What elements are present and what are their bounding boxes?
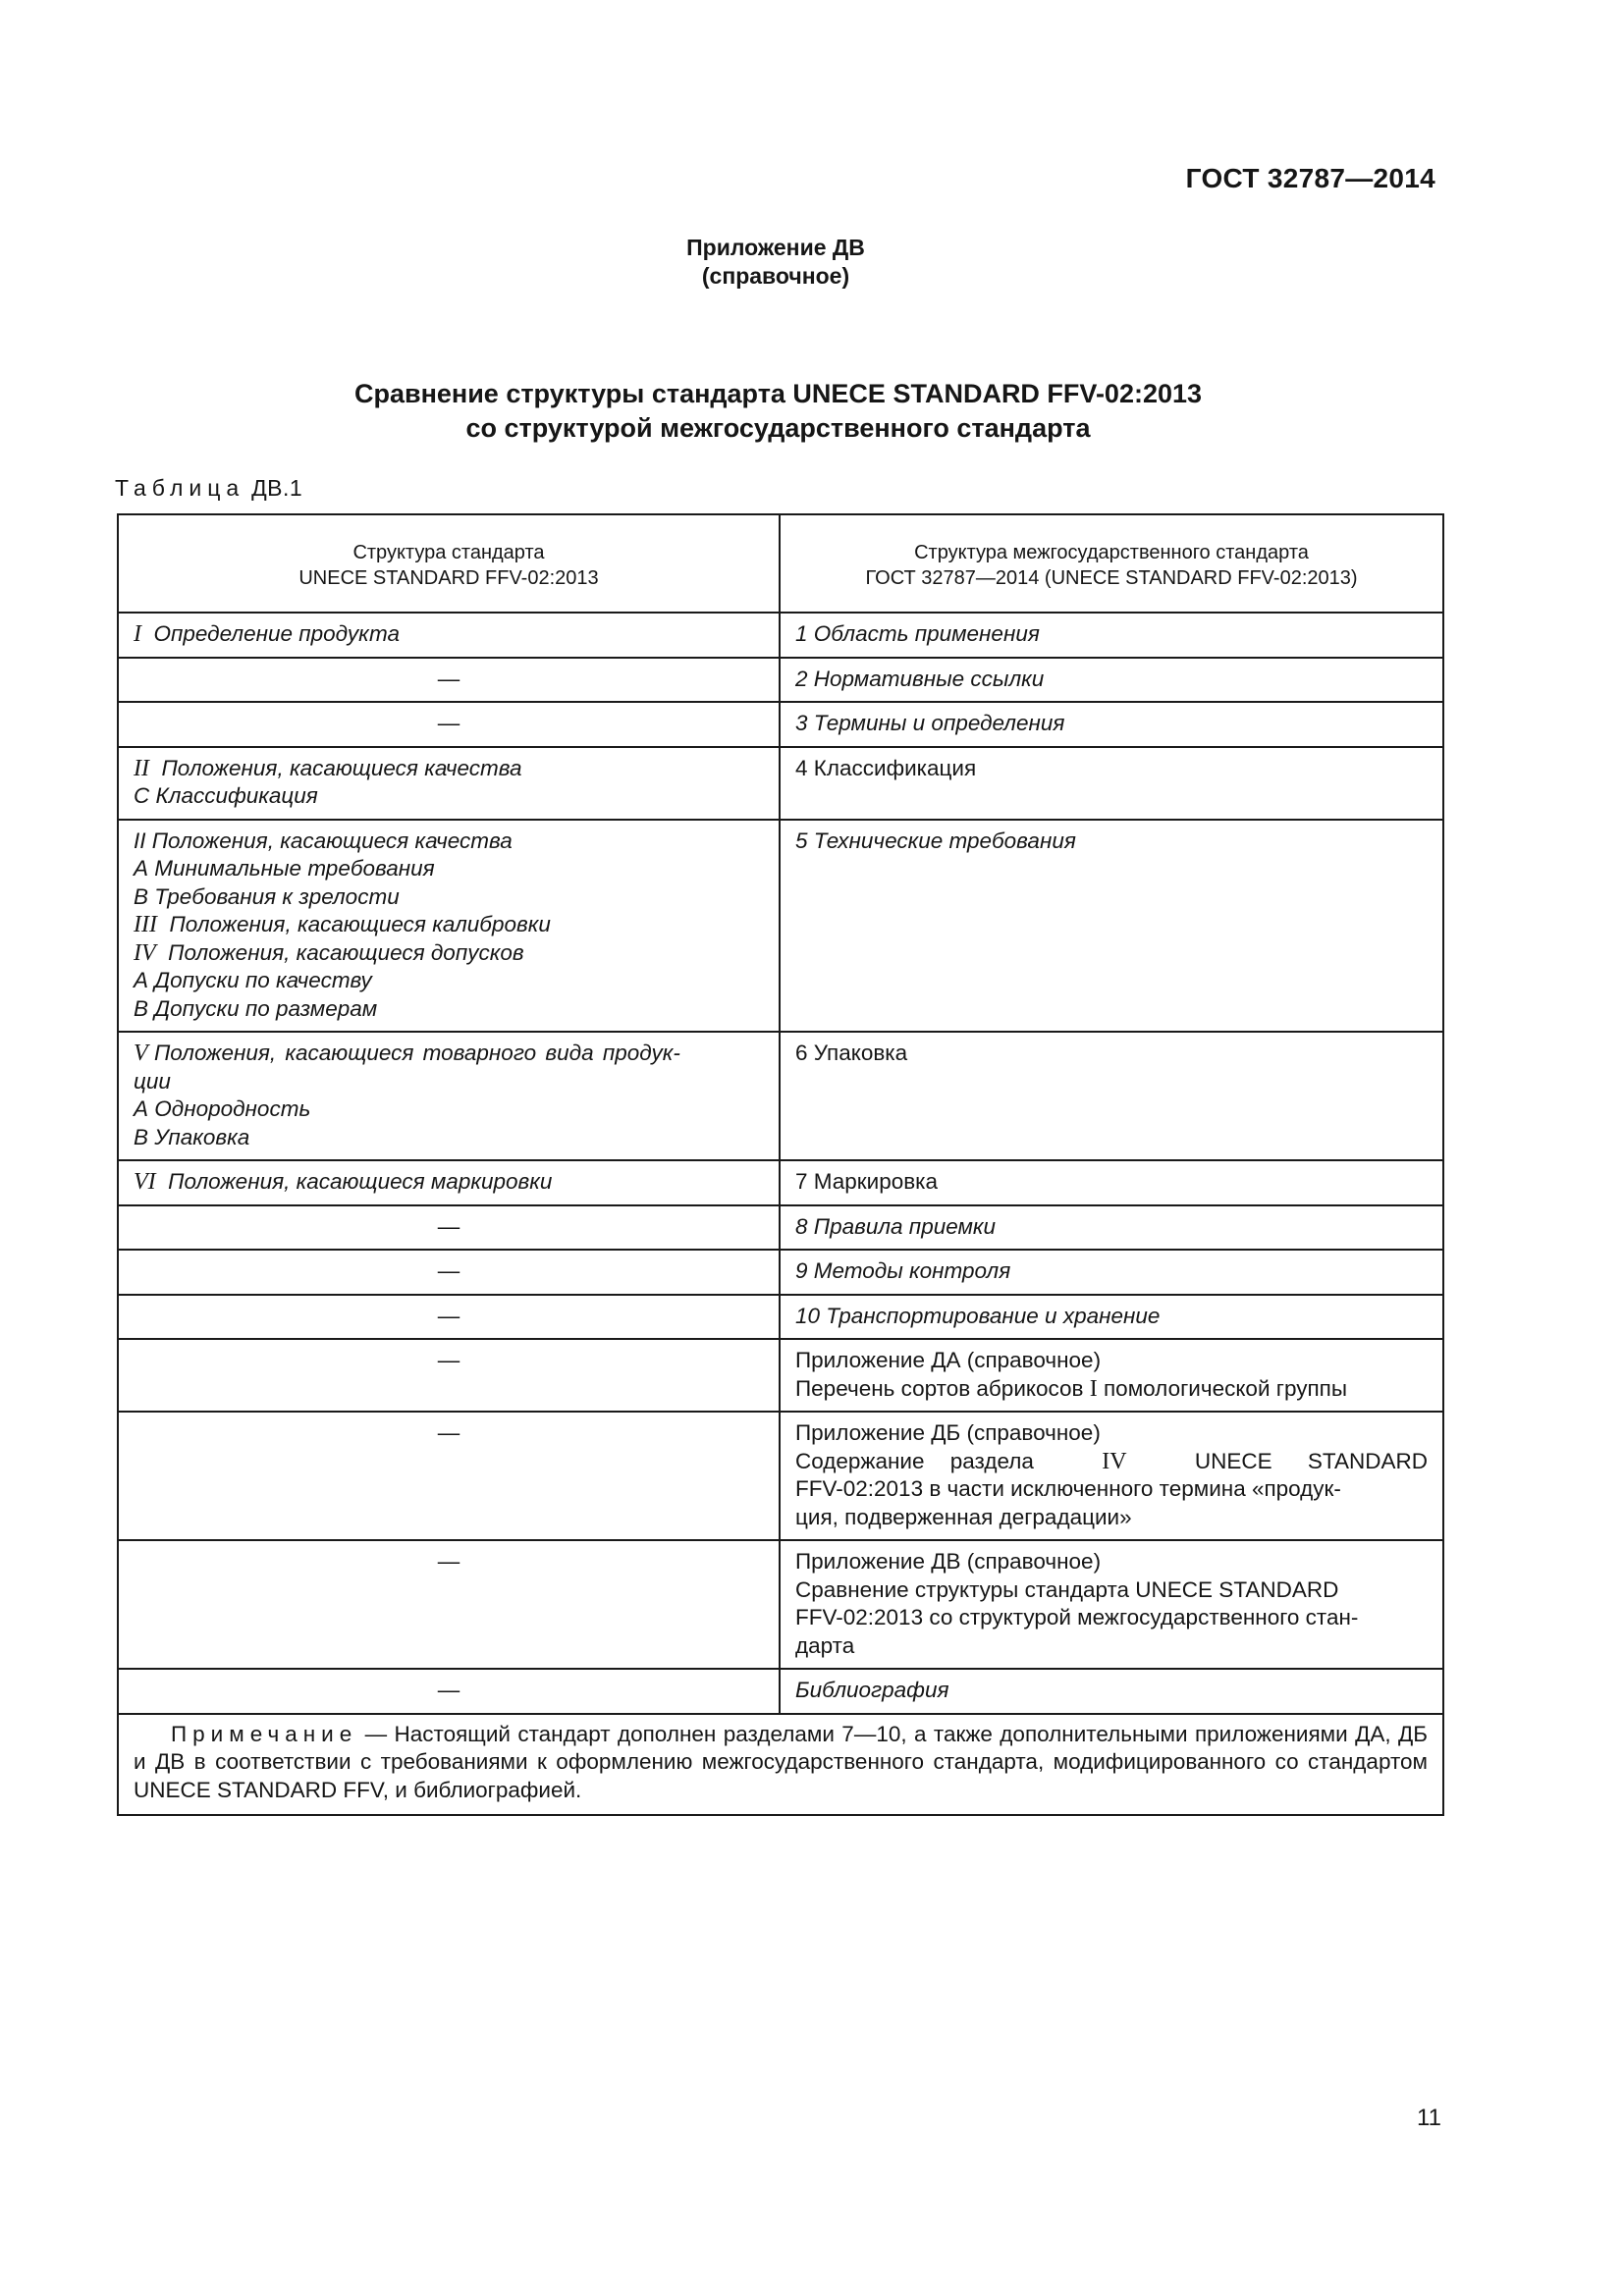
roman-numeral: V bbox=[134, 1041, 148, 1066]
table-cell-right bbox=[780, 1339, 1443, 1412]
table-cell-left: — bbox=[118, 1295, 780, 1340]
table-caption bbox=[115, 475, 302, 502]
document-title-line-2: со структурой межгосударственного стандарта bbox=[465, 413, 1091, 443]
header-left-line-1: Структура стандарта bbox=[352, 541, 545, 563]
table-cell-left: — bbox=[118, 1412, 780, 1540]
cell-text: А Минимальные требования bbox=[134, 856, 435, 881]
cell-text: Сравнение структуры стандарта UNECE STANDARD bbox=[795, 1576, 1339, 1602]
cell-text: А Допуски по качеству bbox=[134, 968, 372, 992]
cell-text: Положения, касающиеся маркировки bbox=[168, 1169, 553, 1194]
table-cell-left bbox=[118, 613, 780, 658]
table-cell-right bbox=[780, 1540, 1443, 1669]
table-row bbox=[118, 1032, 1443, 1160]
table-cell-right: 8 Правила приемки bbox=[780, 1205, 1443, 1251]
cell-text: Приложение ДБ (справочное) bbox=[795, 1420, 1101, 1445]
table-cell-right: 7 Маркировка bbox=[780, 1160, 1443, 1205]
cell-text: В Допуски по размерам bbox=[134, 995, 378, 1021]
table-cell-left: — bbox=[118, 1339, 780, 1412]
header-right-line-1: Структура межгосударственного стандарта bbox=[914, 541, 1309, 563]
table-row bbox=[118, 1295, 1443, 1340]
table-cell-right: 5 Технические требования bbox=[780, 820, 1443, 1033]
table-cell-right: 10 Транспортирование и хранение bbox=[780, 1295, 1443, 1340]
roman-numeral: I bbox=[134, 621, 141, 647]
cell-text: FFV-02:2013 со структурой межгосударственного стан- bbox=[795, 1605, 1359, 1629]
cell-text: А Однородность bbox=[134, 1096, 311, 1121]
table-cell-left bbox=[118, 1160, 780, 1205]
table-caption-number: ДВ.1 bbox=[251, 475, 303, 501]
table-row bbox=[118, 1160, 1443, 1205]
roman-numeral: I bbox=[1089, 1375, 1098, 1402]
note-text: — Настоящий стандарт дополнен разделами 7—10, а также дополнительными приложениями ДА, ДБ и ДВ в соответствии с требованиями к оформлению межгосударственного стандарта, модифицированного со стандартом UNECE STANDARD FFV, и библиографией. bbox=[134, 1721, 1428, 1802]
table-row bbox=[118, 1540, 1443, 1669]
cell-text: ции bbox=[134, 1068, 171, 1094]
header-left-line-2: UNECE STANDARD FFV-02:2013 bbox=[298, 566, 599, 589]
table-cell-left bbox=[118, 1032, 780, 1160]
table-row bbox=[118, 820, 1443, 1033]
table-cell-right: 6 Упаковка bbox=[780, 1032, 1443, 1160]
roman-numeral: II bbox=[134, 755, 149, 781]
table-cell-left: — bbox=[118, 658, 780, 703]
table-cell-left bbox=[118, 820, 780, 1033]
table-row bbox=[118, 1339, 1443, 1412]
cell-text: FFV-02:2013 в части исключенного термина «продук- bbox=[795, 1476, 1341, 1501]
table-row bbox=[118, 702, 1443, 747]
table-cell-right: 9 Методы контроля bbox=[780, 1250, 1443, 1295]
table-cell-right: Библиография bbox=[780, 1669, 1443, 1714]
table-cell-left: — bbox=[118, 1669, 780, 1714]
table-cell-right: 3 Термины и определения bbox=[780, 702, 1443, 747]
table-header-left bbox=[118, 514, 780, 613]
cell-text: II Положения, касающиеся качества bbox=[134, 828, 513, 853]
roman-numeral: IV bbox=[1102, 1448, 1127, 1474]
table-row bbox=[118, 1412, 1443, 1540]
table-cell-left: — bbox=[118, 1540, 780, 1669]
cell-text: С Классификация bbox=[134, 783, 318, 808]
cell-text: ция, подверженная деградации» bbox=[795, 1504, 1132, 1529]
cell-text: помологической группы bbox=[1104, 1375, 1348, 1401]
table-cell-right: 2 Нормативные ссылки bbox=[780, 658, 1443, 703]
table-cell-left: — bbox=[118, 1205, 780, 1251]
header-right-line-2: ГОСТ 32787—2014 (UNECE STANDARD FFV-02:2013) bbox=[865, 566, 1358, 589]
document-number: ГОСТ 32787—2014 bbox=[1185, 163, 1435, 193]
table-row bbox=[118, 747, 1443, 820]
table-cell-right: 1 Область применения bbox=[780, 613, 1443, 658]
cell-text: Определение продукта bbox=[153, 621, 400, 646]
note-label: Примечание bbox=[171, 1721, 358, 1746]
cell-text: Положения, касающиеся допусков bbox=[168, 939, 524, 965]
table-cell-right bbox=[780, 1412, 1443, 1540]
roman-numeral: VI bbox=[134, 1169, 156, 1195]
roman-numeral: IV bbox=[134, 939, 156, 966]
document-title bbox=[0, 377, 1556, 446]
table-row bbox=[118, 1669, 1443, 1714]
comparison-table bbox=[117, 513, 1444, 1816]
annex-heading bbox=[0, 234, 1551, 291]
page-number: 11 bbox=[1417, 2105, 1441, 2131]
cell-text: Положения, касающиеся качества bbox=[161, 755, 522, 780]
table-note-row bbox=[118, 1714, 1443, 1816]
annex-subtitle: (справочное) bbox=[701, 263, 850, 289]
table-header-right bbox=[780, 514, 1443, 613]
table-cell-right: 4 Классификация bbox=[780, 747, 1443, 820]
cell-text: UNECE STANDARD bbox=[1194, 1448, 1428, 1473]
annex-title: Приложение ДВ bbox=[686, 235, 865, 260]
table-row bbox=[118, 1250, 1443, 1295]
table-caption-label: Таблица bbox=[115, 475, 245, 501]
cell-text: Приложение ДА (справочное) bbox=[795, 1348, 1102, 1372]
table-header-row bbox=[118, 514, 1443, 613]
table-cell-left: — bbox=[118, 1250, 780, 1295]
cell-text: В Упаковка bbox=[134, 1124, 250, 1149]
table-row bbox=[118, 613, 1443, 658]
cell-text: Перечень сортов абрикосов bbox=[795, 1375, 1084, 1401]
cell-text: Положения, касающиеся товарного вида продук- bbox=[153, 1041, 680, 1065]
cell-text: дарта bbox=[795, 1632, 855, 1658]
table-row bbox=[118, 1205, 1443, 1251]
document-title-line-1: Сравнение структуры стандарта UNECE STANDARD FFV-02:2013 bbox=[353, 379, 1203, 408]
cell-text: Приложение ДВ (справочное) bbox=[795, 1549, 1102, 1574]
cell-text: В Требования к зрелости bbox=[134, 883, 400, 909]
table-cell-left: — bbox=[118, 702, 780, 747]
table-cell-left bbox=[118, 747, 780, 820]
cell-text: Положения, касающиеся калибровки bbox=[169, 912, 551, 936]
roman-numeral: III bbox=[134, 912, 157, 937]
table-note bbox=[118, 1714, 1443, 1816]
table-row bbox=[118, 658, 1443, 703]
cell-text: Содержание раздела bbox=[795, 1448, 1034, 1473]
